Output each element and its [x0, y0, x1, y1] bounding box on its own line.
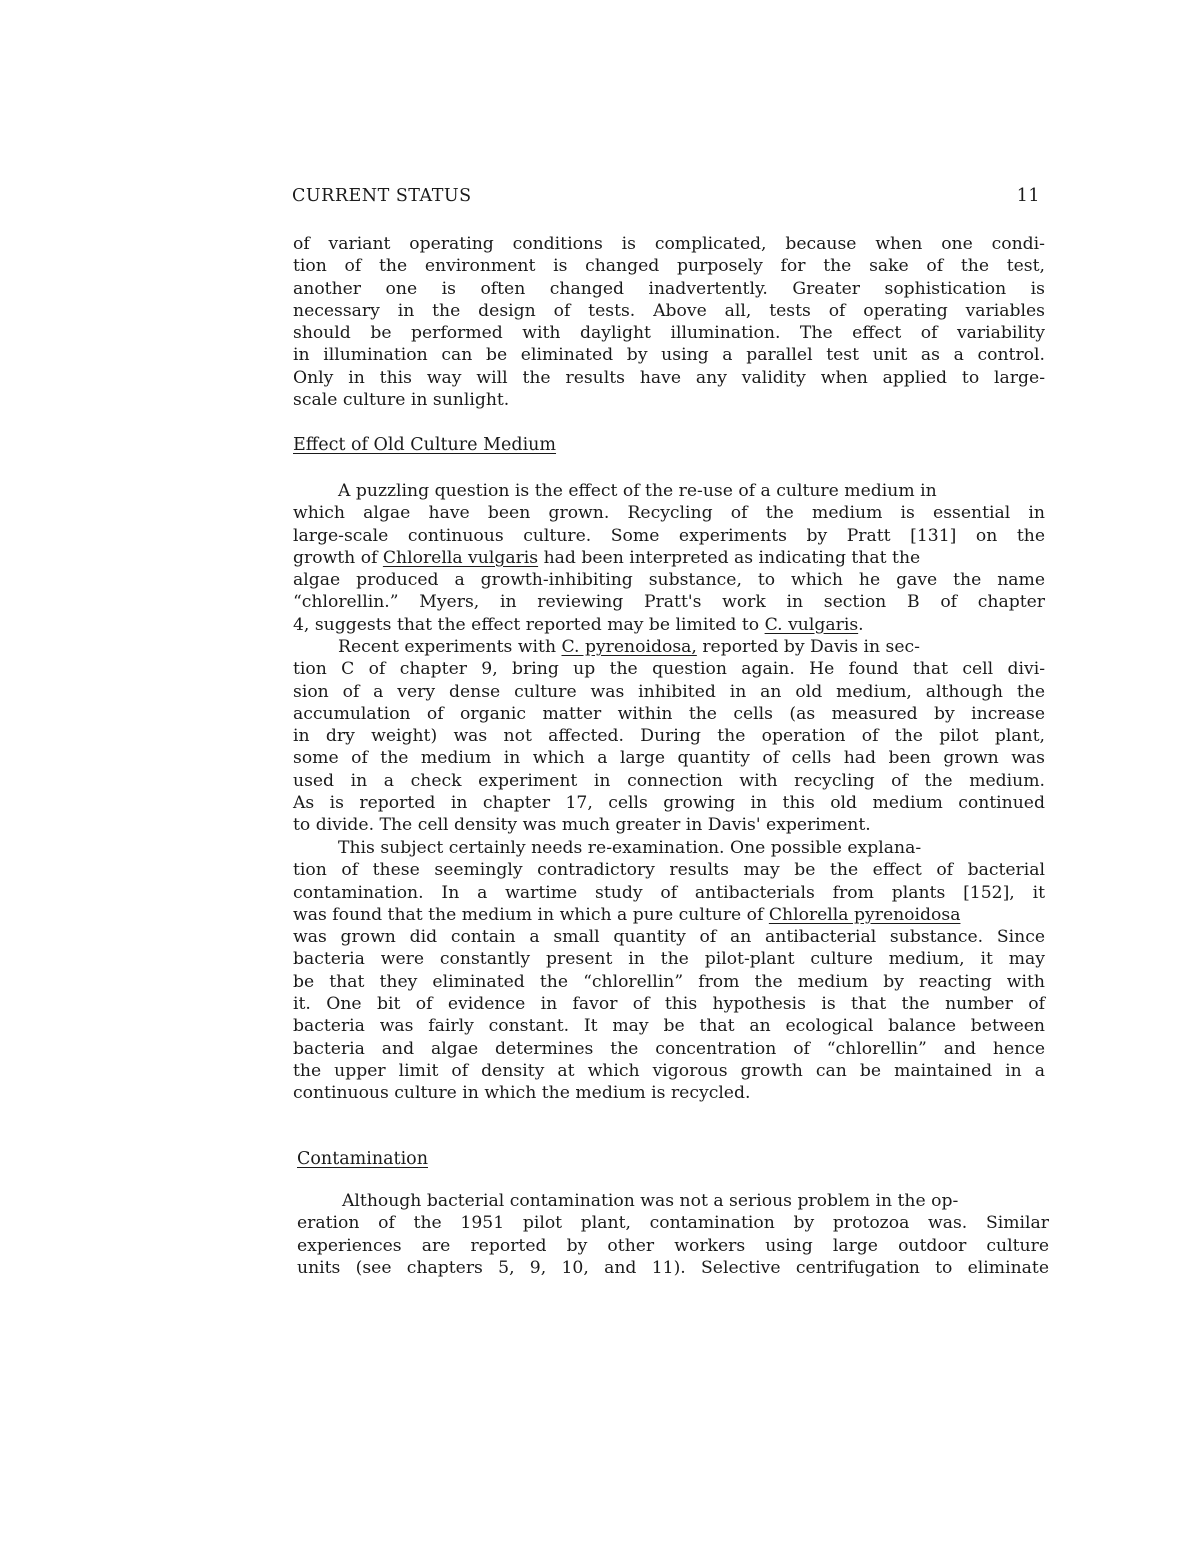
text-line: scale culture in sunlight.	[293, 390, 510, 411]
section-heading-old-culture-medium: Effect of Old Culture Medium	[293, 435, 557, 455]
paragraph-old-medium-1	[293, 480, 1045, 636]
text-line: “chlorellin.” Myers, in reviewing Pratt's work in section B of chapter	[293, 592, 1045, 613]
text-line: bacteria and algae determines the concentration of “chlorellin” and hence	[293, 1038, 1045, 1059]
text-line: in dry weight) was not affected. During the operation of the pilot plant,	[293, 726, 1045, 747]
text-line: Only in this way will the results have any validity when applied to large-	[293, 367, 1045, 388]
text-line: tion of the environment is changed purposely for the sake of the test,	[293, 256, 1045, 277]
species-name: C. vulgaris	[764, 614, 859, 635]
text-line: algae produced a growth-inhibiting substance, to which he gave the name	[293, 570, 1045, 591]
text-line: to divide. The cell density was much greater in Davis' experiment.	[293, 815, 871, 836]
text-line: necessary in the design of tests. Above all, tests of operating variables	[293, 300, 1045, 321]
text-line: tion of these seemingly contradictory results may be the effect of bacterial	[293, 860, 1045, 881]
text-line: As is reported in chapter 17, cells growing in this old medium continued	[293, 793, 1045, 814]
running-head-title: CURRENT STATUS	[292, 186, 472, 206]
text-line: Recent experiments with C. pyrenoidosa, reported by Davis in sec-	[338, 637, 920, 657]
paragraph-old-medium-3	[293, 837, 1045, 1105]
species-name: C. pyrenoidosa,	[561, 637, 697, 657]
text-line: eration of the 1951 pilot plant, contamination by protozoa was. Similar	[297, 1213, 1049, 1234]
text-line: 4, suggests that the effect reported may be limited to C. vulgaris.	[293, 614, 864, 635]
paragraph-contamination-1	[297, 1190, 1049, 1279]
text-line: This subject certainly needs re-examination. One possible explana-	[338, 838, 922, 858]
paragraph-old-medium-2	[293, 636, 1045, 837]
text-line: was found that the medium in which a pure culture of Chlorella pyrenoidosa	[293, 904, 961, 925]
text-line: in illumination can be eliminated by using a parallel test unit as a control.	[293, 345, 1045, 366]
text-line: the upper limit of density at which vigorous growth can be maintained in a	[293, 1060, 1045, 1081]
text-line: large-scale continuous culture. Some experiments by Pratt [131] on the	[293, 525, 1045, 546]
text-line: accumulation of organic matter within the cells (as measured by increase	[293, 703, 1045, 724]
text-line: be that they eliminated the “chlorellin” from the medium by reacting with	[293, 971, 1045, 992]
text-line: of variant operating conditions is complicated, because when one condi-	[293, 234, 1045, 254]
text-line: it. One bit of evidence in favor of this hypothesis is that the number of	[293, 994, 1045, 1015]
text-line: should be performed with daylight illumination. The effect of variability	[293, 323, 1045, 344]
text-line: some of the medium in which a large quantity of cells had been grown was	[293, 748, 1045, 769]
page-number: 11	[1016, 186, 1040, 206]
species-name: Chlorella vulgaris	[382, 547, 539, 568]
text-line: continuous culture in which the medium is recycled.	[293, 1083, 751, 1104]
text-line: tion C of chapter 9, bring up the question again. He found that cell divi-	[293, 659, 1045, 680]
text-line: which algae have been grown. Recycling of the medium is essential in	[293, 503, 1045, 524]
text-line: was grown did contain a small quantity of an antibacterial substance. Since	[293, 927, 1045, 948]
text-line: another one is often changed inadvertently. Greater sophistication is	[293, 278, 1045, 299]
text-line: A puzzling question is the effect of the re-use of a culture medium in	[338, 481, 937, 501]
text-line: used in a check experiment in connection with recycling of the medium.	[293, 770, 1045, 791]
text-line: sion of a very dense culture was inhibited in an old medium, although the	[293, 681, 1045, 702]
text-line: growth of Chlorella vulgaris had been interpreted as indicating that the	[293, 547, 921, 568]
text-line: contamination. In a wartime study of antibacterials from plants [152], it	[293, 882, 1045, 903]
text-line: bacteria was fairly constant. It may be that an ecological balance between	[293, 1016, 1045, 1037]
text-line: bacteria were constantly present in the pilot-plant culture medium, it may	[293, 949, 1045, 970]
text-line: experiences are reported by other workers using large outdoor culture	[297, 1235, 1049, 1256]
text-line: Although bacterial contamination was not a serious problem in the op-	[342, 1191, 959, 1211]
species-name: Chlorella pyrenoidosa	[768, 904, 961, 925]
paragraph-intro	[293, 233, 1045, 411]
text-line: units (see chapters 5, 9, 10, and 11). Selective centrifugation to eliminate	[297, 1257, 1049, 1278]
section-heading-contamination: Contamination	[297, 1149, 428, 1169]
